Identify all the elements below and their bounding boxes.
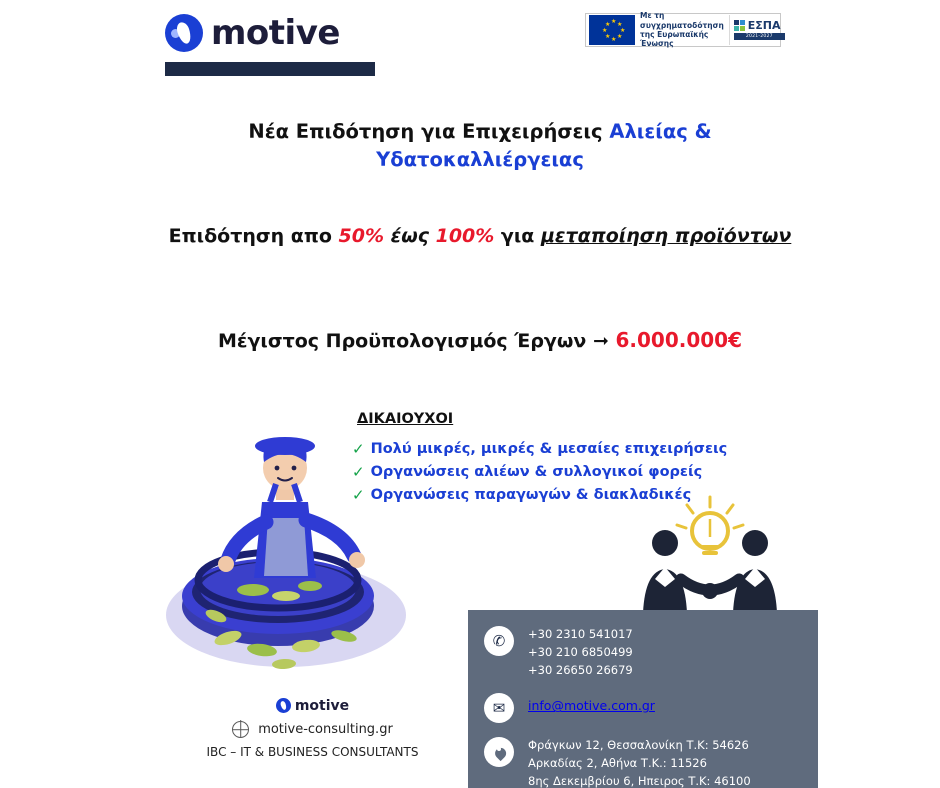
handshake-illustration xyxy=(635,495,785,615)
map-pin-icon xyxy=(484,737,514,767)
envelope-icon: ✉ xyxy=(484,693,514,723)
contact-phone-list xyxy=(528,624,633,679)
espa-period: 2021-2027 xyxy=(734,33,785,40)
globe-icon xyxy=(232,721,249,738)
subsidy-mid: έως xyxy=(384,225,436,247)
contact-address-row xyxy=(484,735,802,788)
subsidy-max: 100% xyxy=(435,225,495,247)
espa-logo xyxy=(729,15,785,45)
footer-logo xyxy=(170,698,455,713)
website-url[interactable]: motive-consulting.gr xyxy=(258,722,393,737)
eu-cofinancing-text xyxy=(640,11,724,49)
contact-phones-row xyxy=(484,624,802,679)
eu-cofinancing-line2: της Ευρωπαϊκής Ένωσης xyxy=(640,30,709,49)
budget-line xyxy=(150,328,810,352)
contact-address: Αρκαδίας 2, Αθήνα Τ.Κ.: 11526 xyxy=(528,756,707,771)
contact-phone[interactable]: +30 2310 541017 xyxy=(528,627,633,641)
contact-panel xyxy=(468,610,818,788)
espa-name: ΕΣΠΑ xyxy=(747,19,781,32)
phone-icon: ✆ xyxy=(484,626,514,656)
espa-logo-top xyxy=(734,20,785,31)
website-row[interactable] xyxy=(170,721,455,738)
beneficiaries-title: ΔΙΚΑΙΟΥΧΟΙ xyxy=(357,411,454,427)
headline-part1: Νέα Επιδότηση για Επιχειρήσεις xyxy=(248,120,610,143)
list-item-label: Πολύ μικρές, μικρές & μεσαίες επιχειρήσεις xyxy=(370,441,728,457)
brand-logo xyxy=(165,14,340,52)
subsidy-line xyxy=(150,222,810,251)
footer-tagline: IBC – IT & BUSINESS CONSULTANTS xyxy=(206,745,419,759)
check-icon: ✓ xyxy=(352,485,365,504)
eu-flag-icon xyxy=(589,15,635,45)
brand-name: motive xyxy=(211,13,340,53)
eu-cofinancing-line1: Με τη συγχρηματοδότηση xyxy=(640,11,724,30)
contact-address: Φράγκων 12, Θεσσαλονίκη Τ.Κ: 54626 xyxy=(528,738,749,753)
subsidy-purpose: μεταποίηση προϊόντων xyxy=(540,225,792,247)
contact-email[interactable]: info@motive.com.gr xyxy=(528,698,655,714)
espa-squares-icon xyxy=(734,20,745,31)
contact-phone[interactable]: +30 210 6850499 xyxy=(528,644,633,659)
subsidy-tail: για xyxy=(494,225,541,247)
list-item-label: Οργανώσεις παραγωγών & διακλαδικές xyxy=(370,486,692,503)
contact-email-row xyxy=(484,691,802,723)
contact-email-wrap xyxy=(528,691,655,713)
budget-label: Μέγιστος Προϋπολογισμός Έργων ➞ xyxy=(217,330,616,352)
motive-droplet-logo-icon xyxy=(276,698,291,713)
motive-droplet-logo-icon xyxy=(165,14,203,52)
footer-brand-name: motive xyxy=(294,697,350,714)
contact-phone[interactable]: +30 26650 26679 xyxy=(528,662,633,677)
contact-address: 8ης Δεκεμβρίου 6, Ηπειρος Τ.Κ: 46100 xyxy=(528,774,751,788)
footer-brand xyxy=(170,698,455,759)
subsidy-lead: Επιδότηση απο xyxy=(168,225,339,247)
headline-highlight: Αλιείας & Υδατοκαλλιέργειας xyxy=(376,120,712,172)
subsidy-min: 50% xyxy=(338,225,385,247)
check-icon: ✓ xyxy=(352,462,365,481)
list-item-label: Οργανώσεις αλιέων & συλλογικοί φορείς xyxy=(370,463,703,480)
check-icon: ✓ xyxy=(352,440,365,458)
espa-banner xyxy=(585,13,781,47)
page-title xyxy=(150,118,810,175)
budget-amount: 6.000.000€ xyxy=(615,328,743,352)
eu-stars: ★ ★ ★ ★ ★ ★ ★ ★ xyxy=(602,18,626,43)
fisherman-illustration xyxy=(158,410,420,680)
logo-underbar xyxy=(165,62,375,76)
contact-address-list xyxy=(528,735,751,788)
